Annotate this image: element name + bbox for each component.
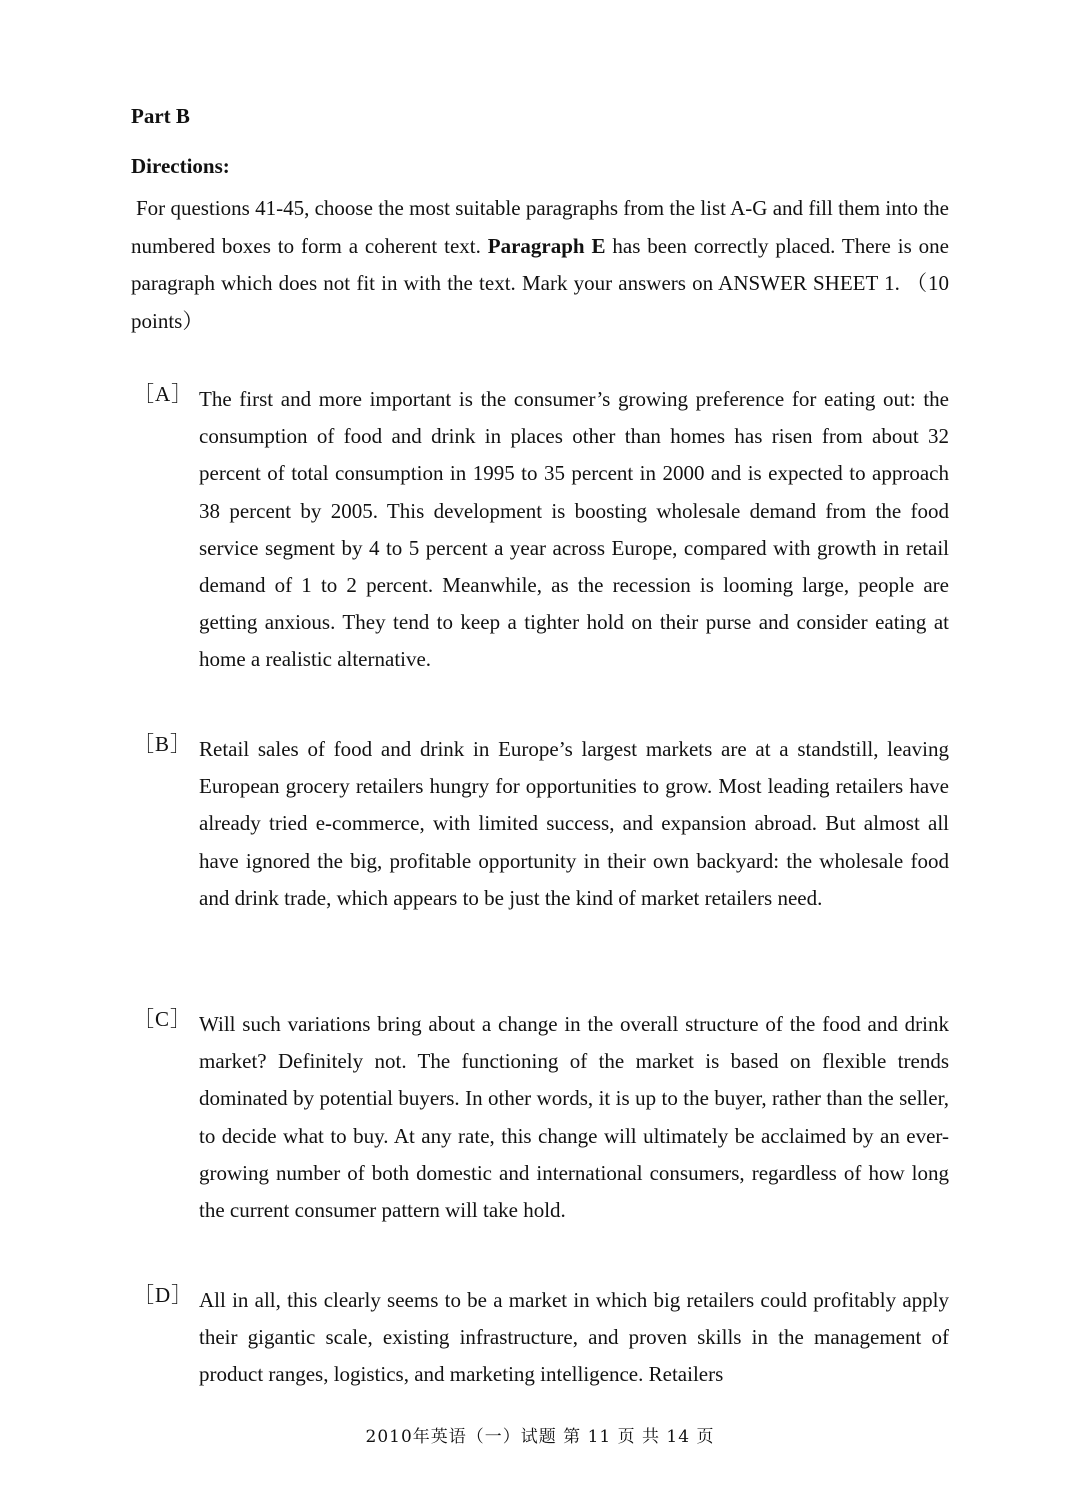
option-text: The first and more important is the consumer’s growing preference for eating out: the consumption of food and drink in places other than homes has risen from about 32 percent of total consumption in 1995 to 35 percent in 2000 and is expected to approach 38 percent by 2005. This development is boosting wholesale demand from the food service segment by 4 to 5 percent a year across Europe, compared with growth in retail demand of 1 to 2 percent. Meanwhile, as the recession is looming large, people are getting anxious. They tend to keep a tighter hold on their purse and consider eating at home a realistic alternative. xyxy=(199,387,949,672)
option-b xyxy=(133,731,949,917)
page-footer: 2010年英语（一）试题 第 11 页 共 14 页 xyxy=(365,1427,715,1447)
part-title: Part B xyxy=(131,104,190,128)
option-marker: ［A］ xyxy=(133,382,194,406)
option-c xyxy=(133,1006,949,1229)
directions-text-part-1: For questions 41-45, choose the most suitable paragraphs from the list A-G and fill them into the numbered boxes to form a coherent text. xyxy=(131,196,949,258)
option-marker: ［C］ xyxy=(133,1007,193,1031)
option-text: Retail sales of food and drink in Europe’s largest markets are at a standstill, leaving European grocery retailers hungry for opportunities to grow. Most leading retailers have already tried e-commerce, with limited success, and expansion abroad. But almost all have ignored the big, profitable opportunity in their own backyard: the wholesale food and drink trade, which appears to be just the kind of market retailers need. xyxy=(199,737,949,910)
option-marker: ［B］ xyxy=(133,732,193,756)
option-text: Will such variations bring about a change in the overall structure of the food and drink market? Definitely not. The functioning of the market is based on flexible trends dominated by potential buyers. In other words, it is up to the buyer, rather than the seller, to decide what to buy. At any rate, this change will ultimately be acclaimed by an ever-growing number of both domestic and international consumers, regardless of how long the current consumer pattern will take hold. xyxy=(199,1012,949,1223)
directions-heading: Directions: xyxy=(131,154,230,178)
directions-text-part-2: has been correctly placed. There is one paragraph which does not fit in with the text. Mark your answers on ANSWER SHEET 1. （10 points） xyxy=(131,233,949,333)
option-a xyxy=(133,381,949,679)
option-marker: ［D］ xyxy=(133,1283,194,1307)
directions-bold-phrase: Paragraph E xyxy=(487,233,606,258)
directions-text xyxy=(131,190,949,340)
option-d xyxy=(133,1282,949,1394)
option-text: All in all, this clearly seems to be a market in which big retailers could profitably apply their gigantic scale, existing infrastructure, and proven skills in the management of product ranges, logistics, and marketing intelligence. Retailers xyxy=(199,1288,949,1387)
